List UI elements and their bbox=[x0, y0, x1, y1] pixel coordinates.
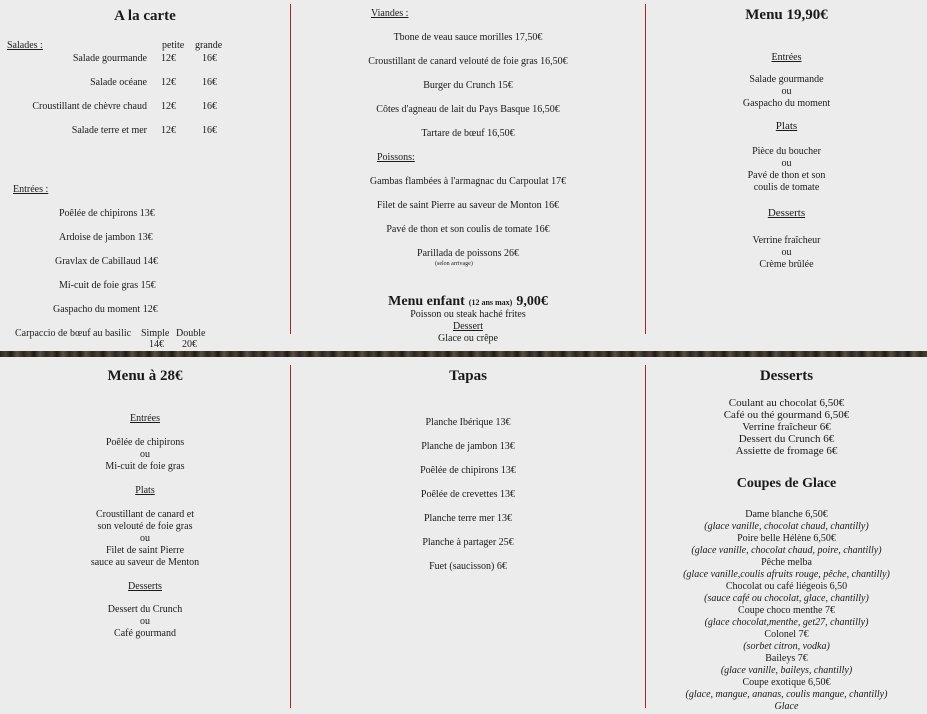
menu-28-or: ou bbox=[140, 616, 150, 627]
menu-28-plats-header: Plats bbox=[135, 485, 155, 496]
dessert-item: Café ou thé gourmand 6,50€ bbox=[723, 409, 850, 421]
salade-name: Salade terre et mer bbox=[71, 125, 147, 136]
parillada-note: (selon arrivage) bbox=[435, 261, 473, 267]
coupe-desc: (glace vanille, baileys, chantilly) bbox=[720, 665, 853, 676]
menu-enfant-dessert-header: Dessert bbox=[453, 321, 483, 332]
salade-row bbox=[0, 101, 290, 114]
salade-large-price: 16€ bbox=[202, 125, 217, 136]
menu-28-title: Menu à 28€ bbox=[107, 368, 183, 384]
entrees-header: Entrées : bbox=[13, 184, 49, 195]
tapas-item: Planche à partager 25€ bbox=[422, 537, 514, 548]
poisson-item: Gambas flambées à l'armagnac du Carpoulat 17€ bbox=[369, 176, 567, 187]
viande-item: Croustillant de canard velouté de foie gras 16,50€ bbox=[368, 56, 568, 67]
viande-item: Tartare de bœuf 16,50€ bbox=[421, 128, 515, 139]
salade-name: Salade océane bbox=[90, 77, 147, 88]
salade-name: Croustillant de chèvre chaud bbox=[32, 101, 147, 112]
poissons-header: Poissons: bbox=[377, 152, 415, 163]
dessert-item: Assiette de fromage 6€ bbox=[735, 445, 838, 457]
coupe-desc: (glace chocolat,menthe, get27, chantilly) bbox=[704, 617, 869, 628]
menu-28-plat: sauce au saveur de Menton bbox=[90, 557, 200, 568]
salade-small-price: 12€ bbox=[161, 53, 176, 64]
carpaccio-simple-label: Simple bbox=[141, 328, 170, 339]
menu-28-plat: son velouté de foie gras bbox=[97, 521, 193, 532]
poisson-item: Filet de saint Pierre au saveur de Monton 16€ bbox=[376, 200, 560, 211]
tapas-item: Fuet (saucisson) 6€ bbox=[429, 561, 507, 572]
coupe-desc: (sauce café ou chocolat, glace, chantilly) bbox=[704, 593, 869, 604]
tapas-title: Tapas bbox=[449, 368, 487, 384]
menu-28-entrees-header: Entrées bbox=[130, 413, 160, 424]
tapas-item: Poêlée de crevettes 13€ bbox=[420, 489, 516, 500]
entree-item: Gaspacho du moment 12€ bbox=[53, 304, 158, 315]
menu-enfant-title: Menu enfant bbox=[388, 294, 465, 309]
menu-28-dessert: Dessert du Crunch bbox=[107, 604, 183, 615]
menu-1990-section bbox=[646, 0, 927, 352]
coupe-name: Coupe choco menthe 7€ bbox=[738, 605, 835, 616]
entree-item: Ardoise de jambon 13€ bbox=[59, 232, 153, 243]
menu-1990-entree: Gaspacho du moment bbox=[742, 98, 831, 109]
salade-row bbox=[0, 125, 290, 138]
coupe-name: Coupe exotique 6,50€ bbox=[742, 677, 831, 688]
tapas-section bbox=[291, 357, 645, 714]
salade-small-price: 12€ bbox=[161, 77, 176, 88]
menu-28-dessert: Café gourmand bbox=[114, 628, 176, 639]
salades-header: Salades : bbox=[7, 40, 43, 51]
menu-1990-or: ou bbox=[781, 86, 792, 97]
salade-large-price: 16€ bbox=[202, 53, 217, 64]
tapas-item: Planche terre mer 13€ bbox=[423, 513, 513, 524]
coupe-name: Dame blanche 6,50€ bbox=[745, 509, 828, 520]
coupe-desc: (sorbet citron, vodka) bbox=[743, 641, 830, 652]
plats-section bbox=[291, 0, 645, 352]
salade-large-price: 16€ bbox=[202, 101, 217, 112]
col-large-label: grande bbox=[195, 40, 223, 51]
poisson-item: Pavé de thon et son coulis de tomate 16€ bbox=[386, 224, 550, 235]
desserts-title: Desserts bbox=[759, 368, 814, 384]
tapas-item: Poêlée de chipirons 13€ bbox=[420, 465, 516, 476]
menu-1990-dessert: Crème brûlée bbox=[759, 259, 814, 270]
menu-1990-desserts-header: Desserts bbox=[767, 207, 806, 219]
tapas-item: Planche de jambon 13€ bbox=[421, 441, 515, 452]
menu-enfant-line: Glace ou crêpe bbox=[438, 333, 498, 344]
a-la-carte-section bbox=[0, 0, 290, 352]
menu-1990-plat: Pièce du boucher bbox=[752, 146, 821, 157]
menu-28-plat: Filet de saint Pierre bbox=[105, 545, 185, 556]
viandes-header: Viandes : bbox=[371, 8, 409, 19]
entree-item: Mi-cuit de foie gras 15€ bbox=[59, 280, 156, 291]
menu-28-or: ou bbox=[140, 449, 150, 460]
poisson-item: Parillada de poissons 26€ bbox=[417, 248, 519, 259]
col-small-label: petite bbox=[162, 40, 185, 51]
menu-28-entree: Mi-cuit de foie gras bbox=[105, 461, 185, 472]
salade-large-price: 16€ bbox=[202, 77, 217, 88]
salade-row bbox=[0, 53, 290, 66]
coupe-desc: (glace vanille, chocolat chaud, chantilly) bbox=[704, 521, 869, 532]
menu-1990-or: ou bbox=[781, 247, 792, 258]
top-menu-panel bbox=[0, 0, 927, 352]
a-la-carte-title: A la carte bbox=[114, 8, 176, 24]
menu-28-desserts-header: Desserts bbox=[128, 581, 162, 592]
coupe-name: Baileys 7€ bbox=[765, 653, 808, 664]
menu-1990-or: ou bbox=[781, 158, 792, 169]
dessert-item: Dessert du Crunch 6€ bbox=[738, 433, 835, 445]
coupe-name: Colonel 7€ bbox=[764, 629, 809, 640]
coupe-name: Poire belle Hélène 6,50€ bbox=[737, 533, 836, 544]
carpaccio-double-price: 20€ bbox=[182, 339, 197, 350]
coupes-title: Coupes de Glace bbox=[736, 476, 837, 491]
menu-1990-entrees-header: Entrées bbox=[771, 52, 802, 63]
viande-item: Côtes d'agneau de lait du Pays Basque 16,50€ bbox=[376, 104, 560, 115]
coupe-desc: (glace vanille, chocolat chaud, poire, chantilly) bbox=[691, 545, 882, 556]
menu-1990-dessert: Verrine fraîcheur bbox=[752, 235, 821, 246]
dessert-item: Coulant au chocolat 6,50€ bbox=[728, 397, 845, 409]
salade-row bbox=[0, 77, 290, 90]
desserts-section bbox=[646, 357, 927, 714]
salade-small-price: 12€ bbox=[161, 125, 176, 136]
carpaccio-simple-price: 14€ bbox=[149, 339, 164, 350]
menu-enfant-line: Poisson ou steak haché frites bbox=[410, 309, 526, 320]
menu-28-entree: Poêlée de chipirons bbox=[105, 437, 185, 448]
salade-name: Salade gourmande bbox=[72, 53, 147, 64]
carpaccio-double-label: Double bbox=[176, 328, 206, 339]
menu-1990-plat: Pavé de thon et son bbox=[747, 170, 826, 181]
menu-28-section bbox=[0, 357, 290, 714]
bottom-menu-panel bbox=[0, 357, 927, 714]
entree-item: Gravlax de Cabillaud 14€ bbox=[55, 256, 159, 267]
menu-1990-title: Menu 19,90€ bbox=[745, 7, 828, 23]
menu-28-plat: Croustillant de canard et bbox=[95, 509, 195, 520]
entree-item: Poêlée de chipirons 13€ bbox=[59, 208, 155, 219]
menu-1990-plats-header: Plats bbox=[775, 120, 798, 132]
menu-enfant-age: (12 ans max) bbox=[468, 298, 513, 307]
dessert-item: Verrine fraîcheur 6€ bbox=[742, 421, 831, 433]
carpaccio-name: Carpaccio de bœuf au basilic bbox=[15, 328, 132, 339]
tapas-item: Planche Ibérique 13€ bbox=[425, 417, 511, 428]
menu-enfant-price: 9,00€ bbox=[516, 294, 548, 309]
coupe-name: Pêche melba bbox=[761, 557, 812, 568]
menu-1990-plat: coulis de tomate bbox=[753, 182, 820, 193]
coupe-name: Chocolat ou café liégeois 6,50 bbox=[725, 581, 848, 592]
viande-item: Burger du Crunch 15€ bbox=[423, 80, 513, 91]
coupe-desc: (glace vanille,coulis afruits rouge, pêche, chantilly) bbox=[683, 569, 890, 580]
viande-item: Tbone de veau sauce morilles 17,50€ bbox=[393, 32, 543, 43]
salade-small-price: 12€ bbox=[161, 101, 176, 112]
coupe-name: Glace bbox=[774, 701, 799, 712]
menu-enfant-heading bbox=[291, 292, 645, 310]
menu-28-or: ou bbox=[140, 533, 150, 544]
menu-1990-entree: Salade gourmande bbox=[749, 74, 824, 85]
coupe-desc: (glace, mangue, ananas, coulis mangue, chantilly) bbox=[685, 689, 888, 700]
